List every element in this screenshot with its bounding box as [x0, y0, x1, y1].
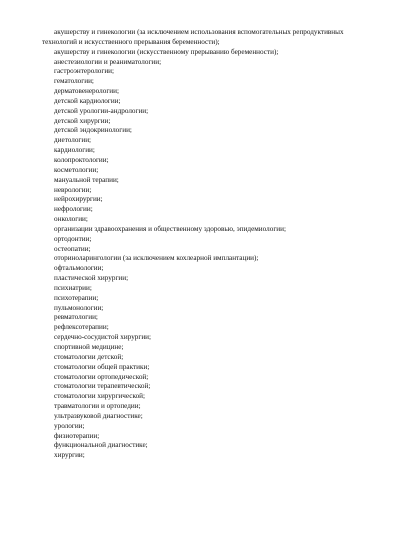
- list-item: психотерапии;: [54, 293, 99, 302]
- list-item: пластической хирургии;: [54, 274, 129, 283]
- list-item: гематологии;: [54, 77, 94, 86]
- list-item: нейрохирургии;: [54, 195, 103, 204]
- list-item: стоматологии детской;: [54, 352, 124, 361]
- list-item: ортодонтии;: [54, 234, 92, 243]
- list-item: нефрологии;: [54, 205, 93, 214]
- list-item: дерматовенерологии;: [54, 87, 119, 96]
- list-item: психиатрии;: [54, 283, 92, 292]
- list-item: детской эндокринологии;: [54, 126, 132, 135]
- list-item: пульмонологии;: [54, 303, 104, 312]
- list-item: неврологии;: [54, 185, 92, 194]
- list-item: сердечно-сосудистой хирургии;: [54, 333, 152, 342]
- list-item: офтальмологии;: [54, 264, 104, 273]
- list-item: ревматологии;: [54, 313, 98, 322]
- list-item: стоматологии ортопедической;: [54, 372, 149, 381]
- list-item: анестезиологии и реаниматологии;: [54, 57, 162, 66]
- list-item: хирургии;: [54, 451, 85, 460]
- list-item: детской урологии-андрологии;: [54, 106, 149, 115]
- list-item: функциональной диагностике;: [54, 441, 148, 450]
- list-item: оториноларингологии (за исключением кохлеарной имплантации);: [54, 254, 259, 263]
- list-item: кардиологии;: [54, 146, 95, 155]
- list-item: физиотерапии;: [54, 431, 100, 440]
- list-item: ультразвуковой диагностике;: [54, 411, 143, 420]
- list-item: мануальной терапии;: [54, 175, 119, 184]
- list-item: стоматологии хирургической;: [54, 392, 146, 401]
- list-item: травматологии и ортопедии;: [54, 402, 141, 411]
- list-item: урологии;: [54, 421, 85, 430]
- list-item: диетологии;: [54, 136, 92, 145]
- list-item: гастроэнтерологии;: [54, 67, 115, 76]
- list-item: рефлексотерапии;: [54, 323, 109, 332]
- list-item: колопроктологии;: [54, 155, 109, 164]
- list-item: стоматологии терапевтической;: [54, 382, 151, 391]
- list-item: акушерству и гинекологии (за исключением использования вспомогательных репродуктивных: [54, 28, 344, 36]
- list-item: стоматологии общей практики;: [54, 362, 150, 371]
- list-item: остеопатии;: [54, 244, 91, 253]
- list-item: онкологии;: [54, 215, 88, 224]
- list-item: организации здравоохранения и общественному здоровью, эпидемиологии;: [54, 224, 286, 233]
- specialty-list: [42, 28, 386, 461]
- list-item: косметологии;: [54, 165, 99, 174]
- list-item: технологий и искусственного прерывания беременности);: [42, 37, 220, 46]
- list-item: спортивной медицине;: [54, 343, 124, 351]
- list-item: детской кардиологии;: [54, 96, 121, 105]
- list-item: акушерству и гинекологии (искусственному прерыванию беременности);: [54, 47, 279, 56]
- list-item: детской хирургии;: [54, 116, 111, 125]
